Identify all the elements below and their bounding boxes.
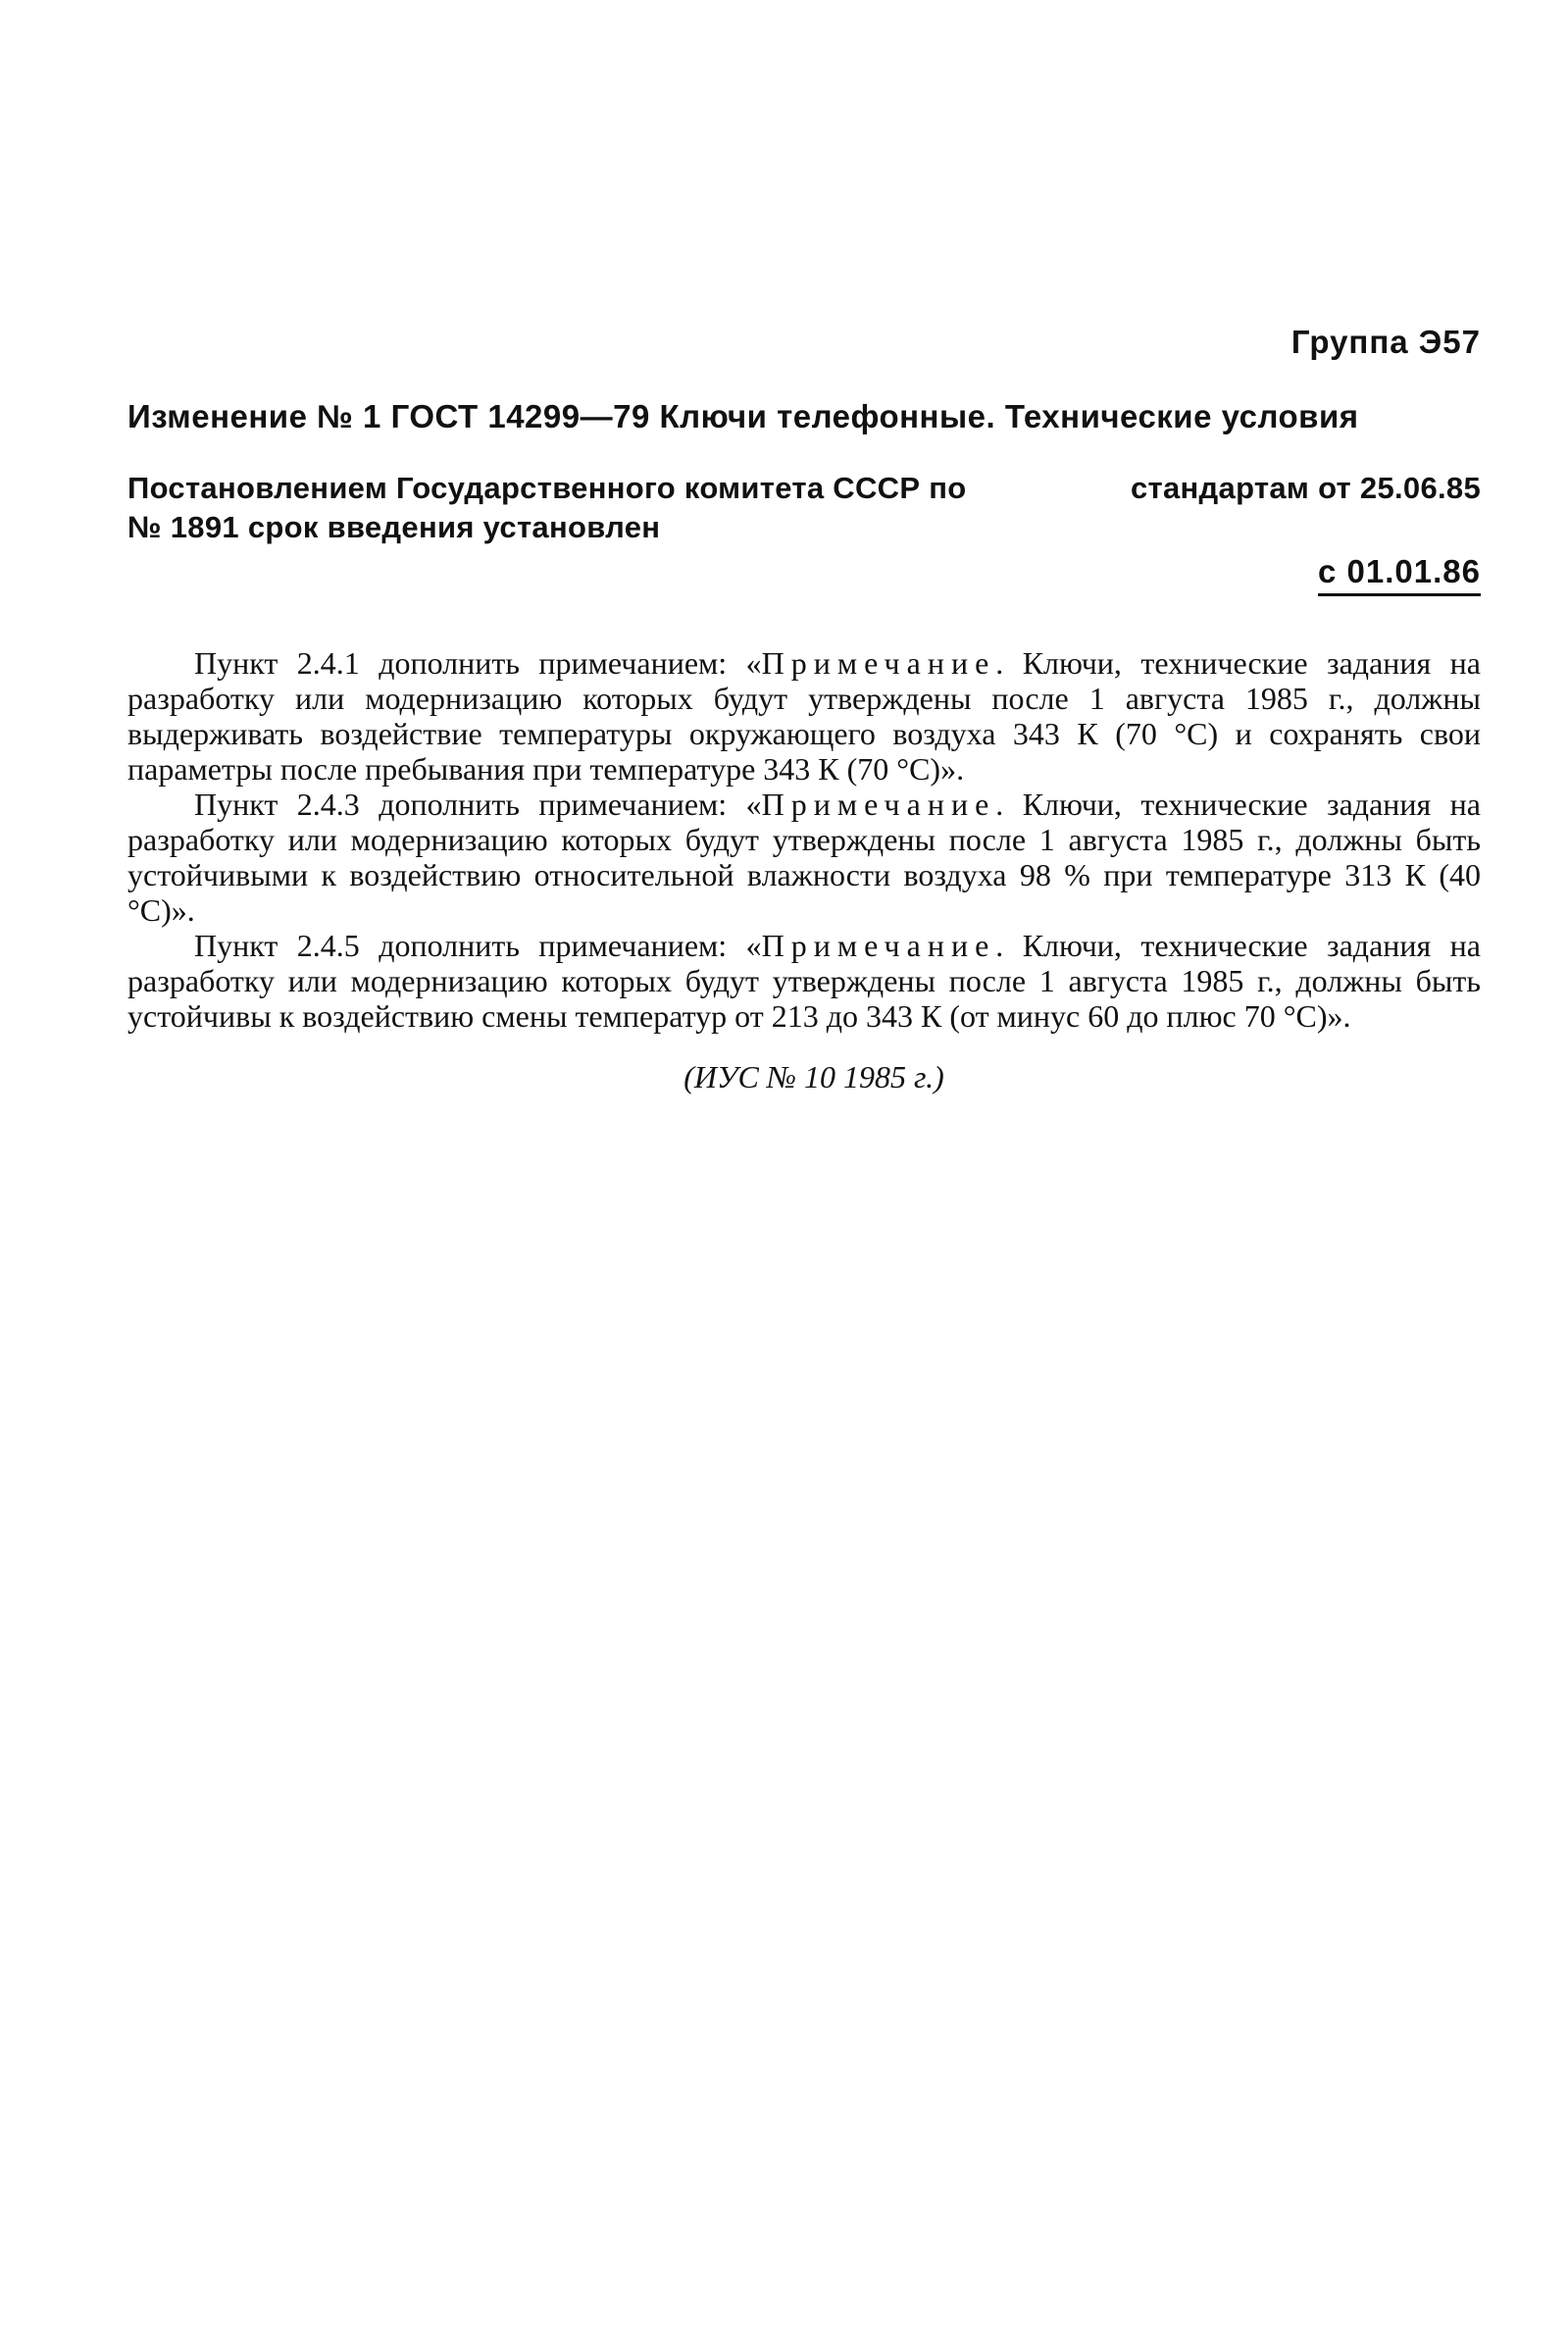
amendment-body xyxy=(127,645,1481,1034)
paragraph-lead: Пункт 2.4.3 дополнить примечанием: « xyxy=(194,787,762,822)
paragraph-2-4-1 xyxy=(127,645,1481,787)
paragraph-rest: . Ключи, технические задания на разработку или модернизацию которых будут утверждены после 1 августа 1985 г., должны быть устойчивы к воздействию смены температур от 213 до 343 К (от минус 60 до плюс 70 °С)». xyxy=(127,928,1481,1034)
note-word: Примечание xyxy=(761,928,996,963)
resolution-line-1-left: Постановлением Государственного комитета СССР по xyxy=(127,471,967,505)
resolution-line-1 xyxy=(127,469,1481,508)
paragraph-2-4-5 xyxy=(127,928,1481,1034)
effective-date: с 01.01.86 xyxy=(1318,553,1481,596)
resolution-block xyxy=(127,469,1481,547)
note-word: Примечание xyxy=(761,787,996,822)
paragraph-2-4-3 xyxy=(127,787,1481,928)
resolution-line-1-right: стандартам от 25.06.85 xyxy=(1130,471,1481,505)
paragraph-rest: . Ключи, технические задания на разработку или модернизацию которых будут утверждены после 1 августа 1985 г., должны выдерживать воздействие температуры окружающего воздуха 343 К (70 °С) и сохранять свои параметры после пребывания при температуре 343 К (70 °С)». xyxy=(127,645,1481,787)
note-word: Примечание xyxy=(761,645,996,681)
change-title: Изменение № 1 ГОСТ 14299—79 Ключи телефонные. Технические условия xyxy=(127,398,1359,434)
group-code: Группа Э57 xyxy=(1290,324,1481,360)
source-reference: (ИУС № 10 1985 г.) xyxy=(683,1059,944,1094)
paragraph-lead: Пункт 2.4.1 дополнить примечанием: « xyxy=(194,645,762,681)
effective-date-block xyxy=(127,553,1481,590)
resolution-line-2: № 1891 срок введения установлен xyxy=(127,510,661,544)
paragraph-rest: . Ключи, технические задания на разработку или модернизацию которых будут утверждены после 1 августа 1985 г., должны быть устойчивыми к воздействию относительной влажности воздуха 98 % при температуре 313 К (40 °С)». xyxy=(127,787,1481,928)
paragraph-lead: Пункт 2.4.5 дополнить примечанием: « xyxy=(194,928,762,963)
document-page xyxy=(127,324,1481,1095)
